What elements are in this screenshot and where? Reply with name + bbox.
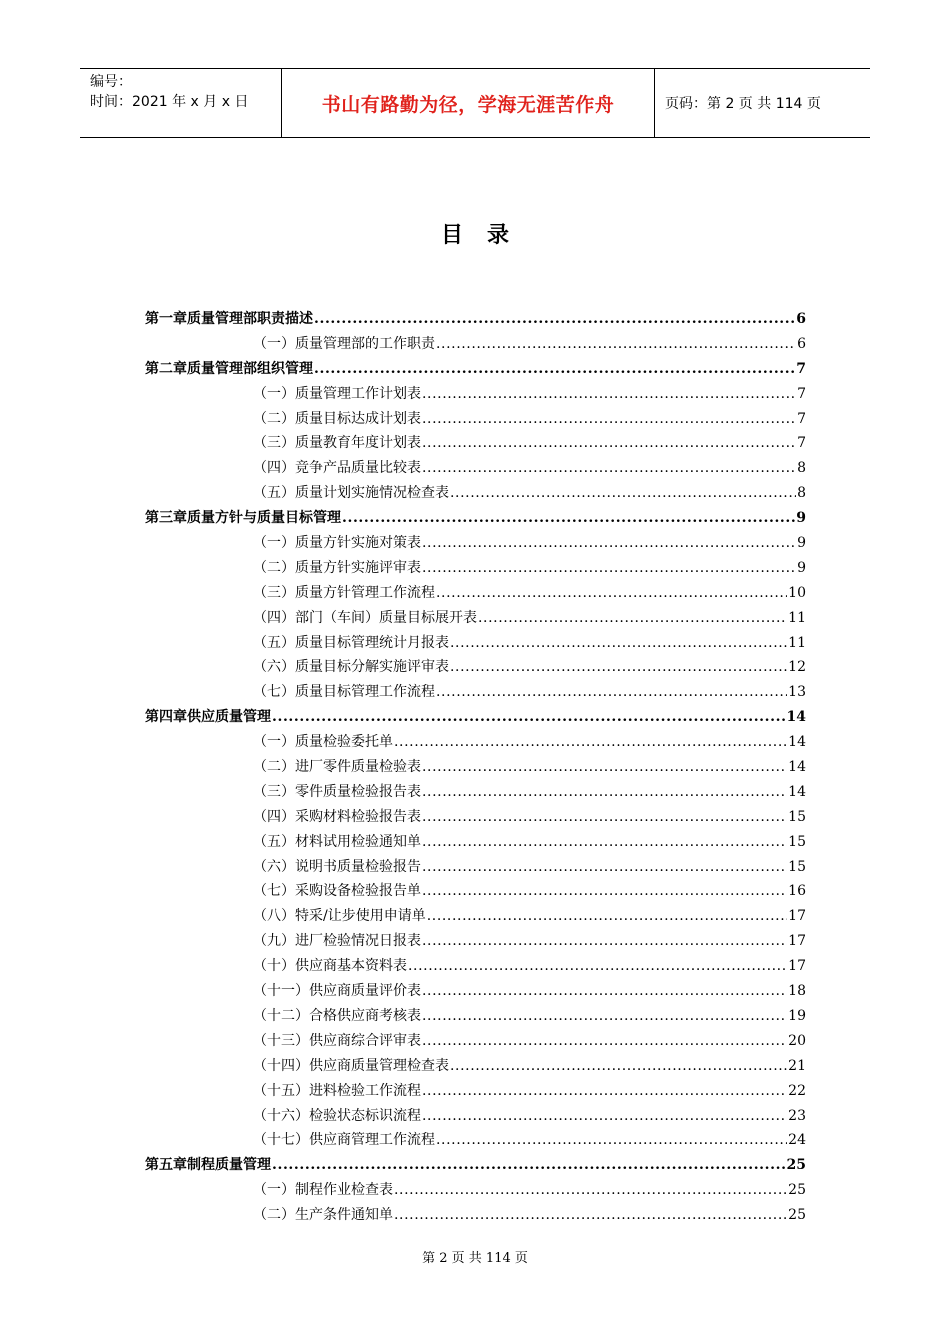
toc-dot-leader: [478, 610, 787, 626]
toc-entry-label: （八）特采/让步使用申请单: [253, 908, 426, 925]
toc-page-number: 22: [788, 1082, 806, 1099]
document-time-label: 时间：2021 年 x 月 x 日: [90, 94, 249, 110]
toc-dot-leader: [422, 460, 796, 476]
toc-page-number: 13: [788, 684, 806, 701]
toc-section-entry[interactable]: [145, 930, 806, 955]
toc-entry-label: （十一）供应商质量评价表: [253, 983, 421, 1000]
toc-section-entry[interactable]: [145, 457, 806, 482]
header-motto: 书山有路勤为径，学海无涯苦作舟: [282, 69, 655, 137]
toc-dot-leader: [422, 411, 796, 427]
toc-dot-leader: [450, 485, 796, 501]
toc-page-number: 6: [796, 311, 806, 327]
toc-dot-leader: [394, 1182, 787, 1198]
toc-section-entry[interactable]: [145, 1005, 806, 1030]
toc-dot-leader: [450, 635, 787, 651]
toc-entry-label: （六）说明书质量检验报告: [253, 858, 421, 875]
toc-dot-leader: [422, 560, 796, 576]
toc-entry-label: （二）生产条件通知单: [253, 1207, 393, 1224]
toc-section-entry[interactable]: [145, 1204, 806, 1229]
toc-section-entry[interactable]: [145, 408, 806, 433]
toc-section-entry[interactable]: [145, 756, 806, 781]
toc-dot-leader: [422, 535, 796, 551]
toc-entry-label: （十六）检验状态标识流程: [253, 1107, 421, 1124]
toc-page-number: 20: [788, 1032, 806, 1049]
toc-page-number: 15: [788, 858, 806, 875]
toc-entry-label: （六）质量目标分解实施评审表: [253, 659, 449, 676]
toc-page-number: 8: [797, 485, 806, 502]
toc-section-entry[interactable]: [145, 432, 806, 457]
toc-dot-leader: [422, 759, 787, 775]
toc-section-entry[interactable]: [145, 1080, 806, 1105]
toc-dot-leader: [422, 809, 787, 825]
toc-dot-leader: [394, 1207, 787, 1223]
toc-page-number: 7: [797, 435, 806, 452]
toc-section-entry[interactable]: [145, 880, 806, 905]
toc-chapter-number: 第五章: [145, 1157, 187, 1174]
toc-entry-label: （一）质量管理工作计划表: [253, 385, 421, 402]
toc-entry-label: （一）质量检验委托单: [253, 734, 393, 751]
toc-entry-label: （一）质量方针实施对策表: [253, 535, 421, 552]
toc-entry-label: （九）进厂检验情况日报表: [253, 933, 421, 950]
toc-dot-leader: [422, 386, 796, 402]
toc-entry-label: （二）质量方针实施评审表: [253, 559, 421, 576]
toc-entry-label: （四）部门（车间）质量目标展开表: [253, 609, 477, 626]
toc-dot-leader: [436, 336, 796, 352]
toc-dot-leader: [450, 1058, 787, 1074]
toc-chapter-number: 第二章: [145, 360, 187, 377]
toc-entry-label: （七）采购设备检验报告单: [253, 883, 421, 900]
toc-section-entry[interactable]: [145, 607, 806, 632]
page-footer: 第 2 页 共 114 页: [422, 1251, 528, 1266]
toc-entry-label: （一）质量管理部的工作职责: [253, 335, 435, 352]
toc-page-number: 14: [788, 734, 806, 751]
toc-page-number: 15: [788, 833, 806, 850]
toc-page-number: 15: [788, 808, 806, 825]
page-title: 目录: [440, 223, 533, 248]
toc-entry-label: （十五）进料检验工作流程: [253, 1082, 421, 1099]
toc-entry-label: （二）质量目标达成计划表: [253, 410, 421, 427]
toc-page-number: 7: [796, 360, 806, 377]
toc-page-number: 17: [788, 908, 806, 925]
toc-entry-label: （四）采购材料检验报告表: [253, 808, 421, 825]
toc-dot-leader: [314, 311, 795, 327]
toc-page-number: 18: [788, 983, 806, 1000]
toc-page-number: 12: [788, 659, 806, 676]
toc-entry-label: （五）质量目标管理统计月报表: [253, 634, 449, 651]
toc-page-number: 9: [797, 559, 806, 576]
toc-page-number: 7: [797, 410, 806, 427]
toc-section-entry[interactable]: [145, 482, 806, 507]
toc-entry-label: 质量管理部组织管理: [187, 360, 313, 377]
toc-page-number: 6: [797, 335, 806, 352]
toc-entry-label: （十二）合格供应商考核表: [253, 1007, 421, 1024]
toc-section-entry[interactable]: [145, 333, 806, 358]
toc-section-entry[interactable]: [145, 1105, 806, 1130]
toc-entry-label: （五）材料试用检验通知单: [253, 833, 421, 850]
toc-page-number: 17: [788, 933, 806, 950]
toc-chapter-entry[interactable]: [145, 1154, 806, 1179]
toc-page-number: 11: [788, 634, 806, 651]
toc-chapter-entry[interactable]: [145, 507, 806, 532]
toc-page-number: 25: [788, 1182, 806, 1199]
toc-section-entry[interactable]: [145, 1030, 806, 1055]
toc-chapter-entry[interactable]: [145, 308, 806, 333]
toc-section-entry[interactable]: [145, 980, 806, 1005]
toc-dot-leader: [422, 1083, 787, 1099]
toc-entry-label: （一）制程作业检查表: [253, 1182, 393, 1199]
toc-section-entry[interactable]: [145, 806, 806, 831]
toc-entry-label: 质量方针与质量目标管理: [187, 510, 341, 527]
toc-page-number: 11: [788, 609, 806, 626]
toc-entry-label: 供应质量管理: [187, 709, 271, 726]
toc-section-entry[interactable]: [145, 681, 806, 706]
toc-page-number: 24: [788, 1132, 806, 1149]
toc-section-entry[interactable]: [145, 532, 806, 557]
toc-section-entry[interactable]: [145, 383, 806, 408]
toc-entry-label: 制程质量管理: [187, 1157, 271, 1174]
toc-section-entry[interactable]: [145, 1129, 806, 1154]
toc-section-entry[interactable]: [145, 1055, 806, 1080]
toc-entry-label: （十七）供应商管理工作流程: [253, 1132, 435, 1149]
toc-page-number: 21: [788, 1057, 806, 1074]
toc-section-entry[interactable]: [145, 656, 806, 681]
toc-entry-label: （十四）供应商质量管理检查表: [253, 1057, 449, 1074]
toc-entry-label: （三）质量教育年度计划表: [253, 435, 421, 452]
toc-entry-label: （十）供应商基本资料表: [253, 958, 407, 975]
toc-dot-leader: [422, 1108, 787, 1124]
toc-chapter-number: 第三章: [145, 510, 187, 527]
toc-chapter-number: 第四章: [145, 709, 187, 726]
toc-dot-leader: [422, 834, 787, 850]
toc-entry-label: （二）进厂零件质量检验表: [253, 759, 421, 776]
toc-section-entry[interactable]: [145, 905, 806, 930]
toc-chapter-entry[interactable]: [145, 706, 806, 731]
toc-dot-leader: [422, 983, 787, 999]
toc-entry-label: （三）零件质量检验报告表: [253, 783, 421, 800]
toc-dot-leader: [436, 1132, 787, 1148]
header-page-info: 页码：第 2 页 共 114 页: [665, 96, 821, 112]
page-header: [80, 68, 870, 138]
toc-page-number: 25: [786, 1157, 806, 1174]
toc-entry-label: （七）质量目标管理工作流程: [253, 684, 435, 701]
toc-page-number: 14: [786, 709, 806, 726]
toc-dot-leader: [314, 361, 795, 377]
toc-dot-leader: [394, 734, 787, 750]
toc-page-number: 16: [788, 883, 806, 900]
toc-page-number: 10: [788, 584, 806, 601]
toc-entry-label: （十三）供应商综合评审表: [253, 1032, 421, 1049]
toc-dot-leader: [422, 1033, 787, 1049]
toc-chapter-entry[interactable]: [145, 358, 806, 383]
toc-page-number: 23: [788, 1107, 806, 1124]
toc-section-entry[interactable]: [145, 582, 806, 607]
toc-dot-leader: [422, 435, 796, 451]
document-number-label: 编号：: [90, 74, 132, 90]
toc-dot-leader: [408, 958, 787, 974]
toc-dot-leader: [422, 1008, 787, 1024]
toc-entry-label: （四）竞争产品质量比较表: [253, 460, 421, 477]
toc-section-entry[interactable]: [145, 781, 806, 806]
toc-dot-leader: [450, 659, 787, 675]
toc-dot-leader: [272, 1157, 786, 1173]
toc-section-entry[interactable]: [145, 632, 806, 657]
toc-page-number: 14: [788, 759, 806, 776]
toc-dot-leader: [422, 784, 787, 800]
toc-section-entry[interactable]: [145, 955, 806, 980]
toc-page-number: 9: [796, 510, 806, 527]
toc-page-number: 14: [788, 783, 806, 800]
toc-section-entry[interactable]: [145, 557, 806, 582]
toc-page-number: 19: [788, 1007, 806, 1024]
toc-dot-leader: [436, 585, 787, 601]
toc-dot-leader: [272, 709, 786, 725]
toc-page-number: 17: [788, 958, 806, 975]
toc-dot-leader: [436, 684, 787, 700]
toc-entry-label: （三）质量方针管理工作流程: [253, 584, 435, 601]
toc-entry-label: 质量管理部职责描述: [187, 311, 313, 327]
toc-section-entry[interactable]: [145, 856, 806, 881]
toc-chapter-number: 第一章: [145, 311, 187, 327]
table-of-contents: [145, 308, 806, 1229]
toc-dot-leader: [422, 933, 787, 949]
toc-dot-leader: [422, 859, 787, 875]
toc-section-entry[interactable]: [145, 831, 806, 856]
header-meta: [80, 69, 282, 137]
toc-page-number: 7: [797, 385, 806, 402]
toc-entry-label: （五）质量计划实施情况检查表: [253, 485, 449, 502]
toc-section-entry[interactable]: [145, 1179, 806, 1204]
toc-dot-leader: [427, 908, 787, 924]
toc-section-entry[interactable]: [145, 731, 806, 756]
toc-dot-leader: [342, 510, 795, 526]
toc-page-number: 9: [797, 535, 806, 552]
toc-dot-leader: [422, 883, 787, 899]
toc-page-number: 8: [797, 460, 806, 477]
toc-page-number: 25: [788, 1207, 806, 1224]
